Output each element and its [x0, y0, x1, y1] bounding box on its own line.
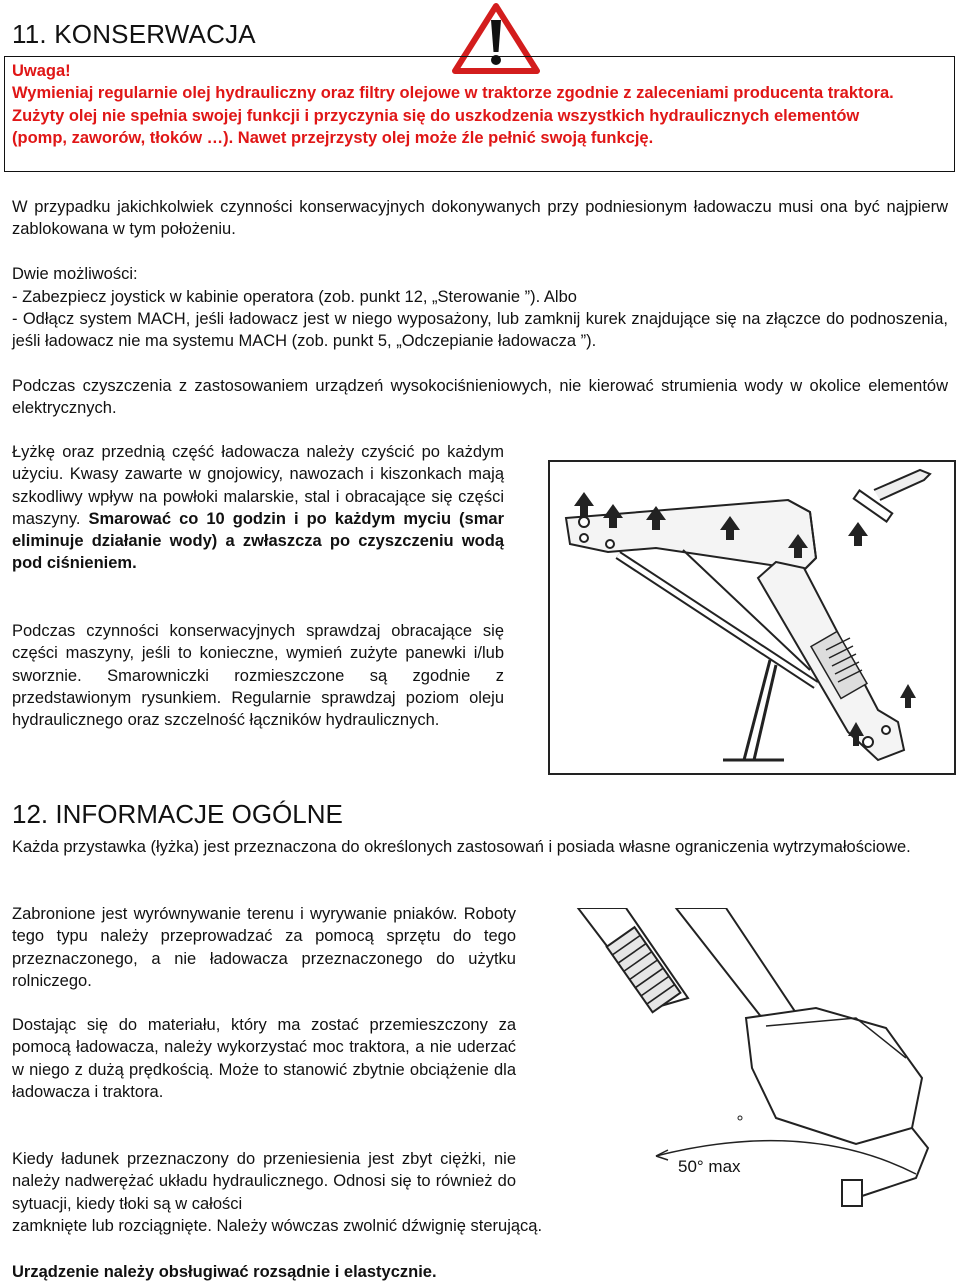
warning-heading: Uwaga!: [12, 62, 71, 80]
angle-label: 50° max: [678, 1157, 741, 1176]
section-11-title: 11. KONSERWACJA: [12, 19, 256, 49]
bucket-angle-figure: [556, 908, 956, 1208]
paragraph-heavy-load: Kiedy ładunek przeznaczony do przeniesienia jest zbyt ciężki, nie należy nadwerężać układu hydraulicznego. Odnosi się to również do sytuacji, kiedy tłoki są w całości: [12, 1150, 516, 1213]
option-2: - Odłącz system MACH, jeśli ładowacz jest w niego wyposażony, lub zamknij kurek znajdujące się na złączce do podnoszenia, jeśli ładowacz nie ma systemu MACH (zob. punkt 5, „Odczepianie ładowacza ”).: [12, 310, 948, 351]
option-1: - Zabezpiecz joystick w kabinie operatora (zob. punkt 12, „Sterowanie ”). Albo: [12, 288, 577, 306]
loader-lubrication-figure: [548, 460, 956, 775]
warning-text: Wymieniaj regularnie olej hydrauliczny oraz filtry olejowe w traktorze zgodnie z zaleceniami producenta traktora. Zużyty olej nie spełnia swojej funkcji i przyczynia się do uszkodzenia wszystkich hydraulicznych elementów (pomp, zaworów, tłoków …). Nawet przejrzysty olej może źle pełnić swoją funkcję.: [12, 84, 894, 147]
paragraph-raised-loader: W przypadku jakichkolwiek czynności konserwacyjnych dokonywanych przy podniesionym ładowaczu musi ona być najpierw zablokowana w tym położeniu.: [12, 198, 948, 239]
lubrication-instruction: Smarować co 10 godzin i po każdym myciu (smar eliminuje działanie wody) a zwłaszcza po czyszczeniu wodą pod ciśnieniem.: [12, 509, 504, 573]
options-heading: Dwie możliwości:: [12, 265, 138, 283]
paragraph-maintenance: Podczas czynności konserwacyjnych sprawdzaj obracające się części maszyny, jeśli to konieczne, wymień zużyte panewki i/lub sworznie. Smarowniczki rozmieszczone są zgodnie z przedstawionym rysunkiem. Regularnie sprawdzaj poziom oleju hydraulicznego oraz szczelność łączników hydraulicznych.: [12, 622, 504, 730]
paragraph-approach-material: Dostając się do materiału, który ma zostać przemieszczony za pomocą ładowacza, należy wykorzystać moc traktora, a nie uderzać w niego z dużą prędkością. Może to stanowić zbytnie obciążenie dla ładowacza i traktora.: [12, 1016, 516, 1101]
final-instruction: Urządzenie należy obsługiwać rozsądnie i elastycznie.: [12, 1263, 437, 1281]
bucket-cleaning-text: Łyżkę oraz przednią część ładowacza należy czyścić po każdym użyciu. Kwasy zawarte w gnojowicy, nawozach i kiszonkach mają szkodliwy wpływ na powłoki malarskie, stal i obracające się części maszyny.: [12, 443, 504, 528]
section-12-title: 12. INFORMACJE OGÓLNE: [12, 799, 343, 829]
paragraph-cleaning: Podczas czyszczenia z zastosowaniem urządzeń wysokociśnieniowych, nie kierować strumienia wody w okolice elementów elektrycznych.: [12, 377, 948, 418]
paragraph-attachment-limits: Każda przystawka (łyżka) jest przeznaczona do określonych zastosowań i posiada własne ograniczenia wytrzymałościowe.: [12, 838, 911, 856]
paragraph-bucket-cleaning: [12, 441, 504, 575]
paragraph-forbidden-use: Zabronione jest wyrównywanie terenu i wyrywanie pniaków. Roboty tego typu należy przeprowadzać za pomocą sprzętu do tego przeznaczonego, a nie ładowacza przeznaczonego do użytku rolniczego.: [12, 905, 516, 990]
warning-content: [12, 60, 912, 149]
paragraph-heavy-load-end: zamknięte lub rozciągnięte. Należy wówczas zwolnić dźwignię sterującą.: [12, 1217, 543, 1235]
